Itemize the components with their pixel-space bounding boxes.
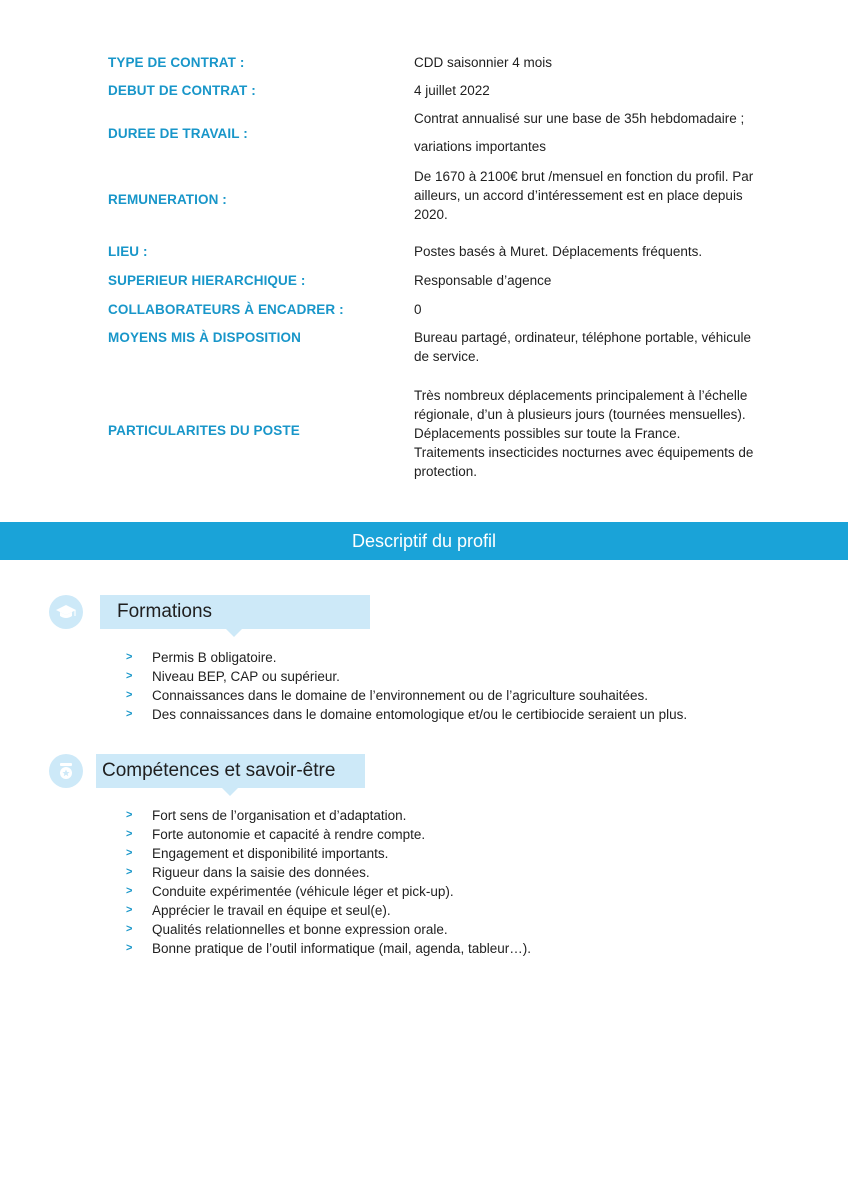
chevron-right-icon: > xyxy=(126,847,133,859)
value-line: 2020. xyxy=(414,207,448,222)
chevron-right-icon: > xyxy=(126,866,133,878)
value-superieur xyxy=(414,271,764,290)
label-moyens: MOYENS MIS À DISPOSITION xyxy=(108,330,301,345)
value-collaborateurs xyxy=(414,300,764,319)
list-item-text: Rigueur dans la saisie des données. xyxy=(152,865,370,880)
header-pointer xyxy=(222,788,238,796)
list-item xyxy=(126,686,687,705)
list-item xyxy=(126,705,687,724)
value-line: Responsable d’agence xyxy=(414,273,552,288)
graduation-cap-icon xyxy=(49,595,83,629)
competences-title: Compétences et savoir-être xyxy=(102,760,336,781)
value-line: Postes basés à Muret. Déplacements fréquents. xyxy=(414,244,703,259)
label-duree-travail: DUREE DE TRAVAIL : xyxy=(108,126,248,141)
value-line: Bureau partagé, ordinateur, téléphone portable, véhicule xyxy=(414,330,751,345)
value-line: Déplacements possibles sur toute la France. xyxy=(414,426,681,441)
list-item-text: Apprécier le travail en équipe et seul(e). xyxy=(152,903,391,918)
list-item-text: Niveau BEP, CAP ou supérieur. xyxy=(152,669,340,684)
label-superieur: SUPERIEUR HIERARCHIQUE : xyxy=(108,273,306,288)
chevron-right-icon: > xyxy=(126,689,133,701)
label-lieu: LIEU : xyxy=(108,244,148,259)
list-item-text: Connaissances dans le domaine de l’environnement ou de l’agriculture souhaitées. xyxy=(152,688,649,703)
competences-header xyxy=(96,754,365,788)
list-item xyxy=(126,882,531,901)
label-type-contrat: TYPE DE CONTRAT : xyxy=(108,55,245,70)
value-debut-contrat xyxy=(414,81,764,100)
list-item-text: Qualités relationnelles et bonne expression orale. xyxy=(152,922,448,937)
value-line: protection. xyxy=(414,464,478,479)
competences-list xyxy=(126,806,531,958)
value-type-contrat xyxy=(414,53,764,72)
list-item-text: Fort sens de l’organisation et d’adaptation. xyxy=(152,808,407,823)
label-remuneration: REMUNERATION : xyxy=(108,192,227,207)
list-item xyxy=(126,806,531,825)
list-item-text: Engagement et disponibilité importants. xyxy=(152,846,389,861)
label-collaborateurs: COLLABORATEURS À ENCADRER : xyxy=(108,302,344,317)
value-particularites xyxy=(414,386,764,481)
chevron-right-icon: > xyxy=(126,809,133,821)
value-line: régionale, d’un à plusieurs jours (tournées mensuelles). xyxy=(414,407,746,422)
list-item-text: Des connaissances dans le domaine entomologique et/ou le certibiocide seraient un plus. xyxy=(152,707,688,722)
value-line: ailleurs, un accord d’intéressement est en place depuis xyxy=(414,188,743,203)
value-line: De 1670 à 2100€ brut /mensuel en fonction du profil. Par xyxy=(414,169,754,184)
list-item xyxy=(126,901,531,920)
value-line: Traitements insecticides nocturnes avec équipements de xyxy=(414,445,754,460)
value-remuneration xyxy=(414,167,764,224)
list-item xyxy=(126,939,531,958)
value-line: CDD saisonnier 4 mois xyxy=(414,55,553,70)
value-lieu xyxy=(414,242,764,261)
value-moyens xyxy=(414,328,764,366)
value-line: 4 juillet 2022 xyxy=(414,83,490,98)
chevron-right-icon: > xyxy=(126,904,133,916)
chevron-right-icon: > xyxy=(126,923,133,935)
label-particularites: PARTICULARITES DU POSTE xyxy=(108,423,300,438)
chevron-right-icon: > xyxy=(126,651,133,663)
value-line: 0 xyxy=(414,302,422,317)
list-item xyxy=(126,667,687,686)
list-item-text: Conduite expérimentée (véhicule léger et pick-up). xyxy=(152,884,454,899)
value-line: Très nombreux déplacements principalement à l’échelle xyxy=(414,388,748,403)
chevron-right-icon: > xyxy=(126,885,133,897)
formations-title: Formations xyxy=(117,601,213,622)
chevron-right-icon: > xyxy=(126,942,133,954)
value-line: Contrat annualisé sur une base de 35h hebdomadaire ; xyxy=(414,111,745,126)
list-item xyxy=(126,844,531,863)
value-line: de service. xyxy=(414,349,480,364)
profile-banner: Descriptif du profil xyxy=(0,522,848,560)
list-item-text: Bonne pratique de l’outil informatique (mail, agenda, tableur…). xyxy=(152,941,531,956)
chevron-right-icon: > xyxy=(126,828,133,840)
header-pointer xyxy=(226,629,242,637)
badge-icon xyxy=(49,754,83,788)
list-item xyxy=(126,863,531,882)
formations-header xyxy=(100,595,370,629)
list-item-text: Forte autonomie et capacité à rendre compte. xyxy=(152,827,426,842)
value-duree-travail xyxy=(414,109,764,156)
list-item xyxy=(126,825,531,844)
chevron-right-icon: > xyxy=(126,670,133,682)
chevron-right-icon: > xyxy=(126,708,133,720)
value-line: variations importantes xyxy=(414,139,547,154)
formations-list xyxy=(126,648,687,724)
list-item-text: Permis B obligatoire. xyxy=(152,650,277,665)
list-item xyxy=(126,648,687,667)
list-item xyxy=(126,920,531,939)
label-debut-contrat: DEBUT DE CONTRAT : xyxy=(108,83,256,98)
